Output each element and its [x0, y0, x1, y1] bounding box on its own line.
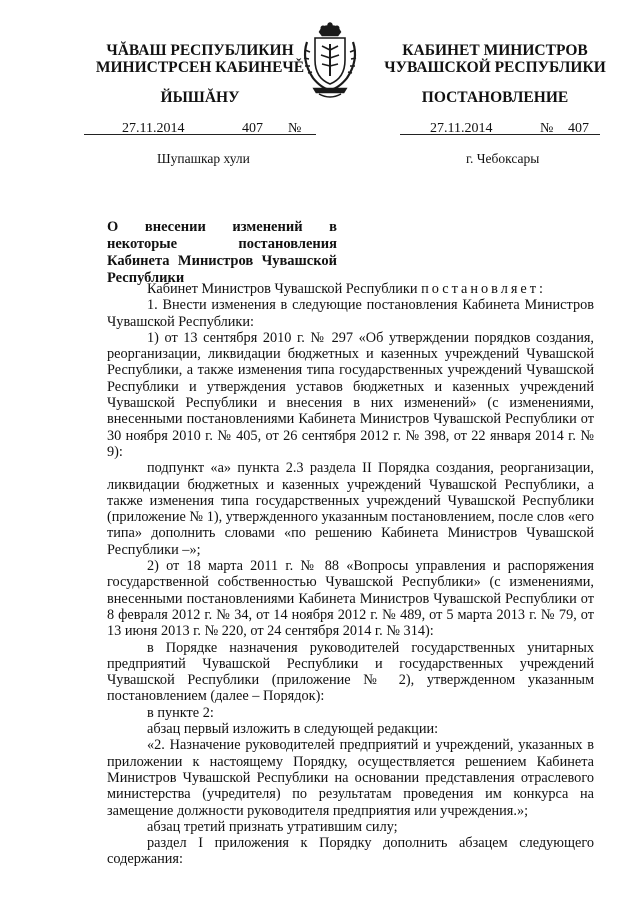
registration-left — [84, 121, 316, 137]
city-left: Шупашкар хули — [157, 151, 250, 166]
header-right-line1: КАБИНЕТ МИНИСТРОВ — [402, 42, 588, 59]
header-left-line2: МИНИСТРСЕН КАБИНЕЧĚ — [95, 59, 305, 76]
body-paragraph: подпункт «а» пункта 2.3 раздела II Порядка создания, реорганизации, ликвидации бюджетных и казенных учреждений Чувашской Республики, а также изменения типа государственных учреждений Чувашской Республики (приложение № 1), утвержденного указанным постановлением, после слов «его типа» дополнить словами «по решению Кабинета Министров Чувашской Республики –»; — [107, 460, 594, 558]
body-paragraph: в пункте 2: — [147, 704, 214, 721]
body-paragraph: «2. Назначение руководителей предприятий и учреждений, указанных в приложении к настоящему Порядку, осуществляется решением Кабинета Министров Чувашской Республики на основании представления отраслевого министерства (учредителя) по результатам проведения им конкурса на замещение должности руководителя предприятия или учреждения.»; — [107, 737, 594, 819]
city-right: г. Чебоксары — [466, 151, 540, 166]
body-paragraph: 1. Внести изменения в следующие постановления Кабинета Министров Чувашской Республики: — [107, 297, 594, 330]
body-paragraph: раздел I приложения к Порядку дополнить абзацем следующего содержания: — [107, 835, 594, 868]
registration-right-number-sign: № — [540, 121, 554, 136]
registration-right-date: 27.11.2014 — [430, 121, 493, 136]
document-title: О внесении изменений в некоторые постановления Кабинета Министров Чувашской Республики — [107, 219, 337, 286]
intro-paragraph: Кабинет Министров Чувашской Республики постановляет: — [147, 281, 544, 297]
emblem-icon — [297, 22, 363, 102]
body-paragraph: 2) от 18 марта 2011 г. № 88 «Вопросы управления и распоряжения государственной собственностью Чувашской Республики» (с изменениями, внесенными постановлениями Кабинета Министров Чувашской Республики от 8 февраля 2012 г. № 34, от 14 ноября 2012 г. № 489, от 5 марта 2013 г. № 79, от 13 июня 2013 г. № 220, от 24 сентября 2014 г. № 314): — [107, 558, 594, 640]
registration-left-date: 27.11.2014 — [122, 121, 185, 136]
intro-prefix: Кабинет Министров Чувашской Республики — [147, 281, 418, 297]
header-left-line1: ЧĂВАШ РЕСПУБЛИКИН — [106, 42, 294, 59]
registration-left-number: 407 — [242, 121, 263, 136]
header-left-doc-type: ЙЫШĂНУ — [160, 89, 240, 106]
header-right-doc-type: ПОСТАНОВЛЕНИЕ — [421, 89, 569, 106]
registration-right-number: 407 — [568, 121, 589, 136]
header-left-authority — [84, 42, 316, 76]
registration-left-number-sign: № — [288, 121, 302, 136]
body-paragraph: в Порядке назначения руководителей государственных унитарных предприятий Чувашской Республики и государственных учреждений Чувашской Республики (приложение № 2), утвержденном указанным постановлением (далее – Порядок): — [107, 639, 594, 705]
header-right-line2: ЧУВАШСКОЙ РЕСПУБЛИКИ — [384, 59, 606, 76]
registration-right — [400, 121, 600, 137]
intro-decree-word: постановляет — [421, 281, 540, 297]
document-body — [107, 281, 594, 868]
header-right-authority — [380, 42, 610, 76]
body-paragraph: абзац первый изложить в следующей редакции: — [147, 721, 439, 738]
body-paragraph: абзац третий признать утратившим силу; — [147, 818, 398, 835]
body-paragraph: 1) от 13 сентября 2010 г. № 297 «Об утверждении порядков создания, реорганизации, ликвидации бюджетных и казенных учреждений Чувашской Республики, а также изменения типа государственных учреждений Чувашской Республики и утверждения уставов бюджетных и казенных учреждений Чувашской Республики и внесения в них изменений» (с изменениями, внесенными постановлениями Кабинета Министров Чувашской Республики от 30 ноября 2010 г. № 405, от 26 сентября 2012 г. № 398, от 22 января 2014 г. № 9): — [107, 329, 594, 460]
